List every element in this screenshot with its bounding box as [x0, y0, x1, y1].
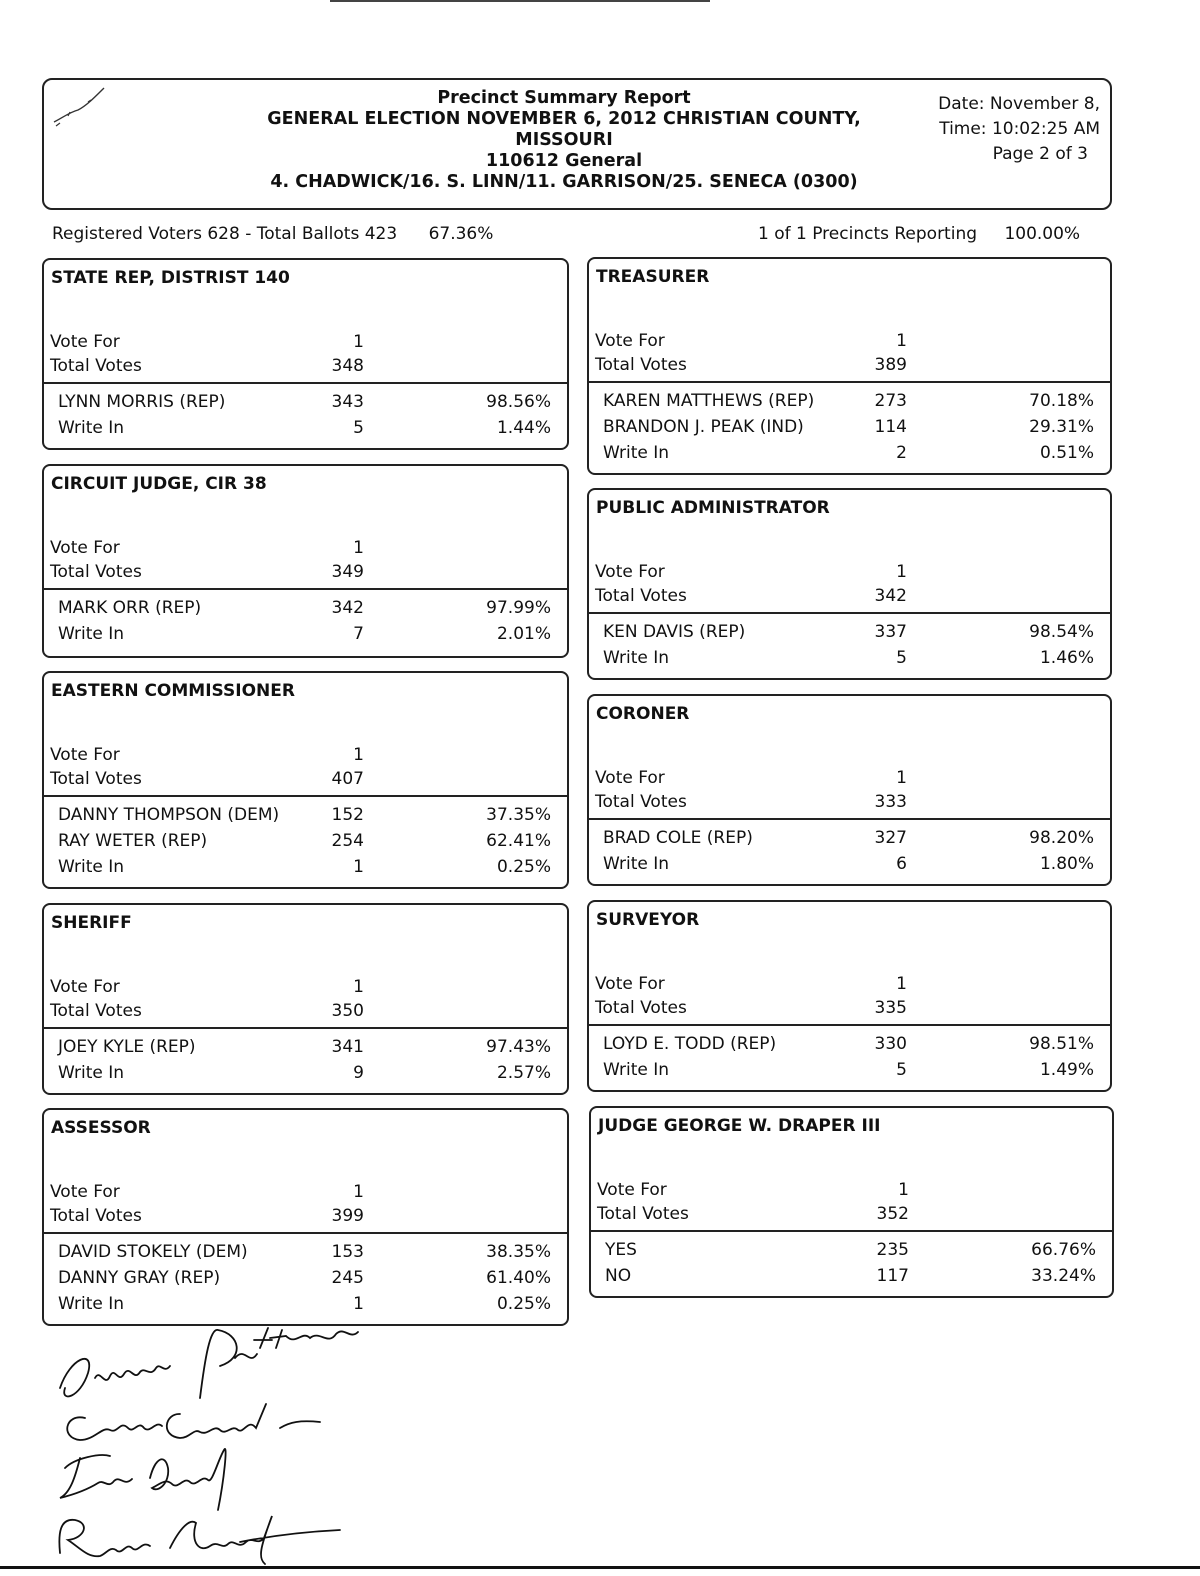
race-title: STATE REP, DISTRIST 140 [51, 268, 290, 288]
candidate-votes: 114 [874, 417, 907, 437]
race-title: CORONER [596, 704, 690, 724]
candidate-name: Write In [603, 1060, 670, 1080]
candidate-percent: 2.57% [496, 1063, 551, 1083]
candidate-name: RAY WETER (REP) [58, 831, 208, 851]
candidate-name: Write In [603, 648, 670, 668]
title-line: MISSOURI [515, 130, 613, 150]
candidate-votes: 152 [331, 805, 364, 825]
title-line: 4. CHADWICK/16. S. LINN/11. GARRISON/25. SENECA (0300) [270, 172, 858, 192]
vote-for-value: 1 [353, 332, 364, 352]
signature-2 [67, 1404, 320, 1440]
candidate-votes: 117 [876, 1266, 909, 1286]
total-votes-value: 352 [876, 1204, 909, 1224]
total-votes-label: Total Votes [597, 1204, 689, 1224]
total-votes-value: 407 [331, 769, 364, 789]
candidate-percent: 1.44% [496, 418, 551, 438]
race-box [42, 671, 569, 889]
candidate-percent: 98.54% [1029, 622, 1094, 642]
race-box [589, 1106, 1114, 1298]
precincts-reporting: 1 of 1 Precincts Reporting [758, 224, 978, 244]
results-divider [589, 381, 1110, 383]
candidate-name: DANNY THOMPSON (DEM) [58, 805, 280, 825]
signature-4 [59, 1516, 340, 1564]
total-votes-label: Total Votes [50, 562, 142, 582]
candidate-votes: 330 [874, 1034, 907, 1054]
candidate-percent: 70.18% [1029, 391, 1094, 411]
candidate-percent: 1.49% [1039, 1060, 1094, 1080]
total-votes-label: Total Votes [595, 586, 687, 606]
race-box [587, 488, 1112, 680]
total-votes-value: 389 [874, 355, 907, 375]
race-box [42, 903, 569, 1095]
title-line: Precinct Summary Report [437, 88, 691, 108]
candidate-percent: 98.56% [486, 392, 551, 412]
candidate-percent: 1.80% [1039, 854, 1094, 874]
race-box [587, 257, 1112, 475]
report-meta [910, 92, 1100, 167]
vote-for-label: Vote For [50, 332, 120, 352]
report-page: Page 2 of 3 [992, 144, 1088, 164]
total-votes-value: 350 [331, 1001, 364, 1021]
vote-for-value: 1 [896, 768, 907, 788]
race-title: EASTERN COMMISSIONER [51, 681, 295, 701]
vote-for-label: Vote For [50, 538, 120, 558]
vote-for-value: 1 [898, 1180, 909, 1200]
candidate-votes: 5 [353, 418, 364, 438]
candidate-name: DANNY GRAY (REP) [58, 1268, 221, 1288]
title-line: GENERAL ELECTION NOVEMBER 6, 2012 CHRISTIAN COUNTY, [267, 109, 861, 129]
candidate-percent: 38.35% [486, 1242, 551, 1262]
race-box [42, 258, 569, 450]
candidate-name: MARK ORR (REP) [58, 598, 202, 618]
candidate-percent: 2.01% [496, 624, 551, 644]
candidate-votes: 273 [874, 391, 907, 411]
signature-1 [60, 1328, 358, 1398]
candidate-name: YES [605, 1240, 637, 1260]
total-votes-label: Total Votes [50, 1001, 142, 1021]
results-divider [591, 1230, 1112, 1232]
vote-for-value: 1 [896, 562, 907, 582]
vote-for-value: 1 [353, 977, 364, 997]
total-votes-label: Total Votes [595, 998, 687, 1018]
candidate-votes: 1 [353, 857, 364, 877]
race-title: ASSESSOR [51, 1118, 151, 1138]
race-title: CIRCUIT JUDGE, CIR 38 [51, 474, 267, 494]
candidate-name: BRANDON J. PEAK (IND) [603, 417, 804, 437]
vote-for-label: Vote For [50, 977, 120, 997]
candidate-percent: 66.76% [1031, 1240, 1096, 1260]
report-date: Date: November 8, [938, 94, 1100, 114]
vote-for-value: 1 [353, 1182, 364, 1202]
candidate-votes: 153 [331, 1242, 364, 1262]
candidate-percent: 33.24% [1031, 1266, 1096, 1286]
results-divider [589, 612, 1110, 614]
candidate-votes: 254 [331, 831, 364, 851]
candidate-votes: 6 [896, 854, 907, 874]
candidate-percent: 0.25% [496, 1294, 551, 1314]
candidate-name: Write In [58, 418, 125, 438]
signatures [40, 1318, 420, 1568]
total-votes-value: 333 [874, 792, 907, 812]
candidate-percent: 37.35% [486, 805, 551, 825]
candidate-percent: 1.46% [1039, 648, 1094, 668]
candidate-name: LOYD E. TODD (REP) [603, 1034, 777, 1054]
candidate-name: Write In [58, 624, 125, 644]
candidate-percent: 0.25% [496, 857, 551, 877]
total-votes-value: 342 [874, 586, 907, 606]
results-divider [589, 818, 1110, 820]
candidate-votes: 245 [331, 1268, 364, 1288]
title-line: 110612 General [485, 151, 643, 171]
vote-for-value: 1 [896, 974, 907, 994]
race-box [587, 900, 1112, 1092]
total-votes-value: 399 [331, 1206, 364, 1226]
candidate-percent: 61.40% [486, 1268, 551, 1288]
candidate-name: Write In [603, 854, 670, 874]
candidate-votes: 1 [353, 1294, 364, 1314]
candidate-votes: 5 [896, 648, 907, 668]
report-time: Time: 10:02:25 AM [939, 119, 1100, 139]
candidate-name: Write In [58, 1063, 125, 1083]
race-title: JUDGE GEORGE W. DRAPER III [598, 1116, 881, 1136]
total-votes-label: Total Votes [595, 355, 687, 375]
candidate-votes: 337 [874, 622, 907, 642]
vote-for-label: Vote For [595, 768, 665, 788]
page-bottom-line [0, 1566, 1200, 1569]
candidate-votes: 5 [896, 1060, 907, 1080]
candidate-percent: 97.99% [486, 598, 551, 618]
vote-for-label: Vote For [597, 1180, 667, 1200]
candidate-name: KAREN MATTHEWS (REP) [603, 391, 815, 411]
total-votes-value: 349 [331, 562, 364, 582]
candidate-percent: 29.31% [1029, 417, 1094, 437]
vote-for-label: Vote For [595, 562, 665, 582]
candidate-votes: 9 [353, 1063, 364, 1083]
candidate-name: BRAD COLE (REP) [603, 828, 753, 848]
candidate-votes: 343 [331, 392, 364, 412]
results-divider [589, 1024, 1110, 1026]
candidate-votes: 7 [353, 624, 364, 644]
candidate-votes: 2 [896, 443, 907, 463]
precincts-summary [758, 224, 1080, 244]
total-votes-value: 348 [331, 356, 364, 376]
race-box [587, 694, 1112, 886]
candidate-name: Write In [58, 857, 125, 877]
scan-artifact-line [330, 0, 710, 2]
candidate-votes: 327 [874, 828, 907, 848]
vote-for-label: Vote For [50, 1182, 120, 1202]
total-votes-label: Total Votes [50, 356, 142, 376]
total-votes-label: Total Votes [595, 792, 687, 812]
race-title: SHERIFF [51, 913, 132, 933]
total-votes-label: Total Votes [50, 769, 142, 789]
race-box [42, 1108, 569, 1326]
results-divider [44, 795, 567, 797]
candidate-name: JOEY KYLE (REP) [58, 1037, 196, 1057]
vote-for-label: Vote For [595, 331, 665, 351]
vote-for-label: Vote For [50, 745, 120, 765]
candidate-percent: 97.43% [486, 1037, 551, 1057]
race-title: TREASURER [596, 267, 710, 287]
report-header [42, 78, 1112, 210]
results-divider [44, 588, 567, 590]
candidate-votes: 235 [876, 1240, 909, 1260]
report-title [224, 88, 904, 193]
vote-for-value: 1 [896, 331, 907, 351]
vote-for-label: Vote For [595, 974, 665, 994]
ballot-summary [52, 224, 493, 244]
candidate-name: KEN DAVIS (REP) [603, 622, 746, 642]
candidate-name: Write In [603, 443, 670, 463]
candidate-percent: 0.51% [1039, 443, 1094, 463]
total-votes-label: Total Votes [50, 1206, 142, 1226]
vote-for-value: 1 [353, 745, 364, 765]
results-divider [44, 1027, 567, 1029]
race-box [42, 464, 569, 658]
total-votes-value: 335 [874, 998, 907, 1018]
candidate-percent: 98.51% [1029, 1034, 1094, 1054]
signature-3 [60, 1449, 226, 1510]
pen-mark-scribble [48, 82, 108, 132]
results-divider [44, 1232, 567, 1234]
candidate-percent: 62.41% [486, 831, 551, 851]
candidate-name: DAVID STOKELY (DEM) [58, 1242, 248, 1262]
candidate-votes: 342 [331, 598, 364, 618]
race-title: PUBLIC ADMINISTRATOR [596, 498, 830, 518]
turnout-percent: 67.36% [428, 224, 494, 244]
results-divider [44, 382, 567, 384]
candidate-name: LYNN MORRIS (REP) [58, 392, 226, 412]
precincts-reporting-percent: 100.00% [1004, 224, 1081, 244]
candidate-votes: 341 [331, 1037, 364, 1057]
race-title: SURVEYOR [596, 910, 700, 930]
registered-voters: Registered Voters 628 - Total Ballots 423 [52, 224, 398, 244]
vote-for-value: 1 [353, 538, 364, 558]
candidate-name: Write In [58, 1294, 125, 1314]
candidate-name: NO [605, 1266, 632, 1286]
candidate-percent: 98.20% [1029, 828, 1094, 848]
